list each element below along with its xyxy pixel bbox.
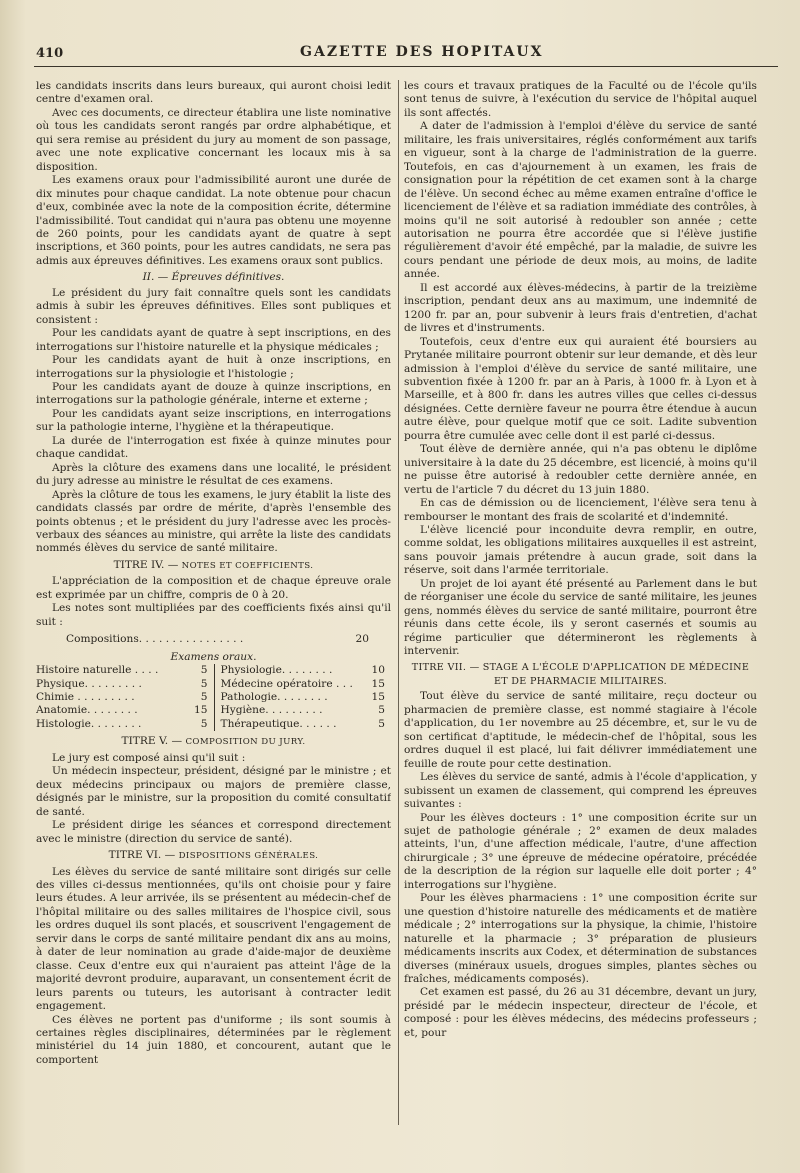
coefficient-row [221,718,392,731]
coefficient-row [221,678,392,691]
titre-heading [36,849,391,864]
subject-coef: 10 [371,664,385,677]
compositions-value: 20 [355,633,369,646]
paragraph: L'élève licencié pour inconduite devra remplir, en outre, comme soldat, les obligations militaires auxquelles il est astreint, sans pouvoir jamais prétendre à aucun grade, soit dans la réserve, soit dans l'armée territoriale. [404,523,757,577]
column-divider [398,80,399,1125]
subject-name: Histologie. . . . . . . . [36,717,142,730]
paragraph: Les examens oraux pour l'admissibilité auront une durée de dix minutes pour chaque candidat. La note obtenue pour chacun d'eux, combinée avec la note de la composition écrite, détermine l'admissibilité. Tout candidat qui n'aura pas obtenu une moyenne de 260 points, pour les candidats ayant de quatre à sept inscriptions, et 360 points, pour les autres candidats, ne sera pas admis aux épreuves définitives. Les examens oraux sont publics. [36,174,391,267]
paragraph: Pour les candidats ayant de huit à onze inscriptions, en interrogations sur la physiologie et l'histologie ; [36,354,391,380]
paragraph: Les élèves du service de santé militaire sont dirigés sur celle des villes ci-dessus mentionnées, qu'ils ont choisie pour y faire leurs études. A leur arrivée, ils se présentent au médecin-chef de l'hôpital militaire ou des salles militaires de l'hospice civil, sous les ordres duquel ils sont placés, et souscrivent l'engagement de servir dans le corps de santé militaire pendant dix ans au moins, à dater de leur nomination au grade d'aide-major de deuxième classe. Ceux d'entre eux qui n'auraient pas atteint l'âge de la majorité devront produire, auparavant, un consentement écrit de leurs parents ou tuteurs, les autorisant à contracter ledit engagement. [36,865,391,1013]
paragraph: Il est accordé aux élèves-médecins, à partir de la treizième inscription, pendant deux ans au maximum, une indemnité de 1200 fr. par an, pour subvenir à leurs frais d'entretien, d'achat de livres et d'instruments. [404,281,757,335]
coefficient-row [221,704,392,717]
subject-name: Anatomie. . . . . . . . [36,704,138,717]
left-column [36,80,391,1155]
subject-coef: 15 [371,677,385,690]
journal-title: GAZETTE DES HOPITAUX [300,44,544,60]
subject-name: Médecine opératoire . . . [220,677,353,690]
coefficient-row [36,704,214,717]
subject-coef: 5 [200,691,208,704]
paragraph: La durée de l'interrogation est fixée à quinze minutes pour chaque candidat. [36,434,391,461]
paragraph: les cours et travaux pratiques de la Faculté ou de l'école qu'ils sont tenus de suivre, à l'exécution du service de l'hôpital auquel ils sont affectés. [404,80,757,119]
subject-coef: 5 [200,717,208,730]
subject-name: Physiologie. . . . . . . . [220,664,333,677]
paragraph: Pour les élèves docteurs : 1° une composition écrite sur un sujet de pathologie générale ; 2° examen de deux malades atteints, l'un, d'une affection médicale, l'autre, d'une affection chirurgicale ; 3° une épreuve de médecine opératoire, précédée de la description de la région sur laquelle elle doit porter ; 4° interrogations sur l'hygiène. [404,811,757,891]
subject-coef: 5 [200,664,208,677]
paragraph: Tout élève du service de santé militaire, reçu docteur ou pharmacien de première classe, est nommé stagiaire à l'école d'application, du 1er novembre au 25 décembre, et, sur le vu de son certificat d'aptitude, le médecin-chef de l'hôpital, sous les ordres duquel il est placé, lui fait délivrer immédiatement une feuille de route pour cette destination. [404,690,757,770]
titre-number: TITRE V. — [121,735,186,748]
subject-name: Chimie . . . . . . . . . [36,691,135,704]
paragraph: Avec ces documents, ce directeur établira une liste nominative où tous les candidats seront rangés par ordre alphabétique, et qui sera remise au président du jury au moment de son passage, avec une note explicative concernant les locaux mis à sa disposition. [36,106,391,173]
subject-coef: 15 [371,691,385,704]
paragraph: les candidats inscrits dans leurs bureaux, qui auront choisi ledit centre d'examen oral. [36,80,391,106]
section-heading: II. — Épreuves définitives. [142,271,285,284]
paragraph: En cas de démission ou de licenciement, l'élève sera tenu à rembourser le montant des frais de scolarité et d'indemnité. [404,497,757,523]
titre-line: TITRE VII. — STAGE A L'ÉCOLE D'APPLICATION DE MÉDECINE [411,662,750,674]
paragraph: Un médecin inspecteur, président, désigné par le ministre ; et deux médecins principaux ou majors de première classe, désignés par le ministre, sur la proposition du comité consultatif de santé. [36,765,391,818]
titre-title: COMPOSITION DU JURY. [185,737,306,748]
paragraph: Un projet de loi ayant été présenté au Parlement dans le but de réorganiser une école du service de santé militaire, les jeunes gens, nommés élèves du service de santé militaire, pourront être réunis dans cette école, ils y seront casernés et soumis au régime particulier que détermineront les règlements à intervenir. [404,577,757,658]
subject-coef: 5 [200,677,208,690]
paragraph: Après la clôture des examens dans une localité, le président du jury adresse au ministre le résultat de ces examens. [36,461,391,488]
paragraph: Pour les candidats ayant seize inscriptions, en interrogations sur la pathologie interne, l'hygiène et la thérapeutique. [36,407,391,434]
coefficient-row [36,664,214,677]
titre-number: TITRE VI. — [108,849,179,862]
compositions-label: Compositions. . . . . . . . . . . . . . . . [66,633,244,646]
subject-coef: 15 [194,704,208,717]
paragraph: A dater de l'admission à l'emploi d'élève du service de santé militaire, les frais universitaires, réglés conformément aux tarifs en vigueur, sont à la charge de l'administration de la guerre. Toutefois, en cas d'ajournement à un examen, les frais de consignation pour la répétition de cet examen sont à la charge de l'élève. Un second échec au même examen entraîne d'office le licenciement de l'élève et sa radiation immédiate des contrôles, à moins qu'il ne soit autorisé à redoubler son année ; cette autorisation ne pourra être accordée que si l'élève justifie régulièrement d'avoir été empêché, par la maladie, de suivre les cours pendant une période de deux mois, au moins, de ladite année. [404,120,757,281]
subject-name: Hygiène. . . . . . . . . [220,704,323,717]
paragraph: L'appréciation de la composition et de chaque épreuve orale est exprimée par un chiffre, compris de 0 à 20. [36,575,391,601]
titre-line: ET DE PHARMACIE MILITAIRES. [493,675,668,687]
titre-heading [36,559,391,574]
titre-heading [36,735,391,750]
header-rule [34,66,778,67]
paragraph: Le jury est composé ainsi qu'il suit : [52,751,246,764]
paragraph: Cet examen est passé, du 26 au 31 décembre, devant un jury, présidé par le médecin inspecteur, directeur de l'école, et composé : pour les élèves médecins, des médecins professeurs ; et, pour [404,986,757,1039]
paragraph: Tout élève de dernière année, qui n'a pas obtenu le diplôme universitaire à la date du 25 décembre, est licencié, à moins qu'il ne puisse être autorisé à redoubler cette dernière année, en vertu de l'article 7 du décret du 13 juin 1880. [404,443,757,496]
titre-number: TITRE IV. — [113,558,182,571]
paragraph: Le président dirige les séances et correspond directement avec le ministre (direction du service de santé). [36,819,391,845]
paragraph: Toutefois, ceux d'entre eux qui auraient été boursiers au Prytanée militaire pourront obtenir sur leur demande, et dès leur admission à l'emploi d'élève du service de santé militaire, une subvention fixée à 1200 fr. par an à Paris, à 1000 fr. à Lyon et à Marseille, et à 800 fr. dans les autres villes que celles ci-dessus désignées. Cette dernière faveur ne pourra être étendue à aucun autre élève, pour quelque motif que ce soit. Ladite subvention pourra être cumulée avec celle dont il est parlé ci-dessus. [404,335,757,442]
paragraph: Ces élèves ne portent pas d'uniforme ; ils sont soumis à certaines règles disciplinaires, déterminées par le règlement ministériel du 14 juin 1880, et concourent, autant que le comportent [36,1013,391,1066]
compositions-row [36,633,391,646]
subject-name: Pathologie. . . . . . . . [220,691,328,704]
coefficient-row [221,691,392,704]
subject-coef: 5 [378,717,385,730]
titre-title: NOTES ET COEFFICIENTS. [181,560,314,571]
coefficient-column-left [36,664,214,731]
paragraph: Les notes sont multipliées par des coefficients fixés ainsi qu'il suit : [36,602,391,628]
paragraph: Le président du jury fait connaître quels sont les candidats admis à subir les épreuves définitives. Elles sont publiques et consistent : [36,286,391,326]
paragraph: Pour les candidats ayant de quatre à sept inscriptions, en des interrogations sur l'histoire naturelle et la physique médicales ; [36,327,391,353]
paragraph: Après la clôture de tous les examens, le jury établit la liste des candidats classés par ordre de mérite, d'après l'ensemble des points obtenus ; et le président du jury l'adresse avec les procès-verbaux des séances au ministre, qui arrête la liste des candidats nommés élèves du service de santé militaire. [36,488,391,555]
subject-name: Histoire naturelle . . . . [36,664,159,677]
coefficient-column-right [214,664,392,731]
subject-name: Thérapeutique. . . . . . [220,717,337,730]
right-column [404,80,757,1155]
paragraph: Pour les candidats ayant de douze à quinze inscriptions, en interrogations sur la pathologie générale, interne et externe ; [36,381,391,407]
coefficient-row [221,664,392,677]
paragraph: Les élèves du service de santé, admis à l'école d'application, y subissent un examen de classement, qui comprend les épreuves suivantes : [404,771,757,811]
coefficient-table [36,664,391,731]
subject-coef: 5 [378,704,385,717]
paragraph: Pour les élèves pharmaciens : 1° une composition écrite sur une question d'histoire naturelle des médicaments et de matière médicale ; 2° interrogations sur la physique, la chimie, l'histoire naturelle et la pharmacie ; 3° préparation de plusieurs médicaments inscrits aux Codex, et détermination de substances diverses (minéraux usuels, drogues simples, plantes sèches ou fraîches, médicaments composés). [404,892,757,985]
exams-header: Examens oraux. [170,650,257,663]
titre-title: DISPOSITIONS GÉNÉRALES. [178,851,319,862]
coefficient-row [36,691,214,704]
coefficient-row [36,718,214,731]
coefficient-row [36,678,214,691]
titre-heading [404,661,757,688]
page-number: 410 [36,46,64,61]
subject-name: Physique. . . . . . . . . [36,677,142,690]
